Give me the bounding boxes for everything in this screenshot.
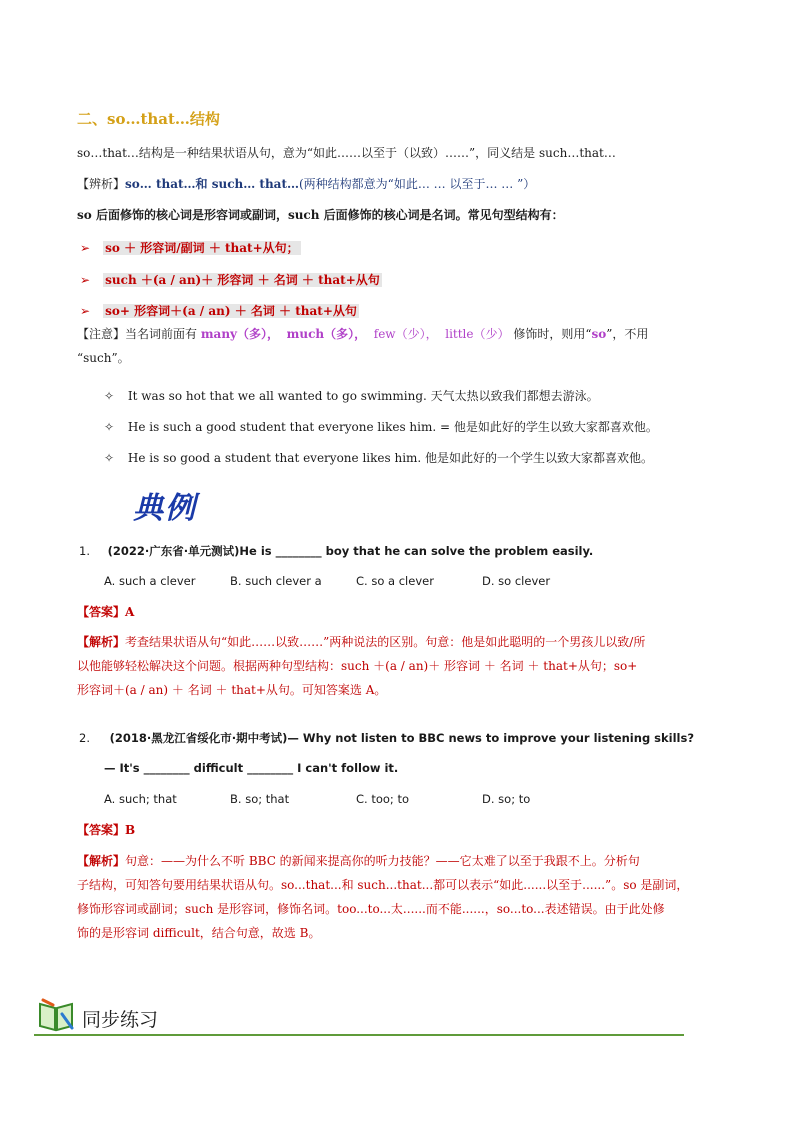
q2-jiexi [77, 849, 719, 945]
zhuyi-so: so [591, 327, 607, 341]
zhuyi-few: few（少）， [373, 327, 438, 341]
example-row-2 [104, 418, 658, 435]
footer-title: 同步练习 [82, 1009, 159, 1031]
zhuyi-text1: 当名词前面有 [125, 327, 201, 341]
q1-jiexi-line-2: 以他能够轻松解决这个问题。根据两种句型结构：such ＋(a / an)＋ 形容词 ＋ 名词 ＋ that+从句；so+ [77, 659, 638, 673]
q2-text: (2018·黑龙江省绥化市·期中考试)— Why not listen to BBC news to improve your listening skills? [109, 731, 695, 745]
zhuyi-text3: ”，不用 [606, 327, 649, 341]
q2-number: 2. [79, 731, 90, 745]
zhuyi-line [77, 326, 648, 342]
arrow-bullet-icon: ➢ [80, 304, 91, 318]
q2-option-c: C. too; to [356, 792, 409, 806]
question-2 [79, 730, 694, 746]
q1-answer-tag: 【答案】 [77, 605, 126, 619]
section-title: 二、so…that…结构 [77, 110, 220, 128]
bianxi-rest: (两种结构都意为“如此… … 以至于… … ”） [299, 177, 536, 191]
bianxi-bold: so… that…和 such… that… [125, 177, 299, 191]
zhuyi-text2: 修饰时，则用“ [509, 327, 592, 341]
q2-answer [77, 822, 135, 838]
q1-answer [77, 604, 134, 620]
q2-jiexi-text-1: 句意：——为什么不听 BBC 的新闻来提高你的听力技能？——它太难了以至于我跟不上。分析句 [125, 854, 640, 868]
q1-jiexi [77, 630, 719, 702]
q1-jiexi-line-1 [77, 630, 719, 654]
footer-divider [34, 1034, 684, 1036]
question-1 [79, 543, 593, 559]
diamond-bullet-icon: ✧ [104, 420, 115, 434]
pattern-row-3 [80, 300, 359, 319]
pattern-3: so+ 形容词＋(a / an) ＋ 名词 ＋ that+从句 [105, 304, 357, 318]
q2-answer-tag: 【答案】 [77, 823, 126, 837]
q1-option-c: C. so a clever [356, 574, 434, 588]
bianxi-line [77, 176, 535, 192]
pattern-row-1 [80, 237, 301, 256]
q1-jiexi-line-3: 形容词＋(a / an) ＋ 名词 ＋ that+从句。可知答案选 A。 [77, 683, 387, 697]
q1-jiexi-text-1: 考查结果状语从句“如此……以致……”两种说法的区别。句意：他是如此聪明的一个男孩儿以致/所 [125, 635, 646, 649]
q1-option-b: B. such clever a [230, 574, 322, 588]
zhuyi-many: many（多）， [200, 327, 280, 341]
intro-text: so…that…结构是一种结果状语从句，意为“如此……以至于（以致）……”，同义结是 such…that… [77, 146, 616, 160]
zhuyi-tag: 【注意】 [77, 327, 126, 341]
diamond-bullet-icon: ✧ [104, 389, 115, 403]
book-icon [36, 996, 76, 1032]
q2-jiexi-tag: 【解析】 [77, 854, 126, 868]
q1-option-d: D. so clever [482, 574, 551, 588]
q1-answer-value: A [125, 605, 135, 619]
zhuyi-little: little（少） [445, 327, 510, 341]
example-2: He is such a good student that everyone likes him. = 他是如此好的学生以致大家都喜欢他。 [127, 420, 658, 434]
pattern-row-2 [80, 269, 382, 288]
q2-jiexi-line-3: 修饰形容词或副词；such 是形容词，修饰名词。too...to...太......而不能......，so...to...表述错误。由于此处修 [77, 902, 665, 916]
example-row-3 [104, 449, 653, 466]
pattern-1: so ＋ 形容词/副词 ＋ that+从句； [105, 241, 299, 255]
zhuyi-much: much（多）， [286, 327, 367, 341]
q2-text2: — It's ________ difficult ________ I can't follow it. [104, 761, 399, 775]
q1-jiexi-tag: 【解析】 [77, 635, 126, 649]
q2-jiexi-line-4: 饰的是形容词 difficult，结合句意，故选 B。 [77, 926, 321, 940]
q2-jiexi-line-2: 子结构，可知答句要用结果状语从句。so...that...和 such...that...都可以表示“如此......以至于......”。so 是副词， [77, 878, 689, 892]
q1-number: 1. [79, 544, 90, 558]
diamond-bullet-icon: ✧ [104, 451, 115, 465]
q1-text: (2022·广东省·单元测试)He is ________ boy that he can solve the problem easily. [107, 544, 594, 558]
core-note: so 后面修饰的核心词是形容词或副词，such 后面修饰的核心词是名词。常见句型结构有： [77, 208, 564, 222]
arrow-bullet-icon: ➢ [80, 241, 91, 255]
q2-jiexi-line-1 [77, 849, 719, 873]
example-row-1 [104, 387, 599, 404]
q1-option-a: A. such a clever [104, 574, 196, 588]
dianli-label: 典例 [133, 491, 197, 526]
example-1: It was so hot that we all wanted to go swimming. 天气太热以致我们都想去游泳。 [127, 389, 599, 403]
arrow-bullet-icon: ➢ [80, 273, 91, 287]
q2-option-d: D. so; to [482, 792, 531, 806]
q2-option-b: B. so; that [230, 792, 290, 806]
bianxi-tag: 【辨析】 [77, 177, 126, 191]
pattern-2: such ＋(a / an)＋ 形容词 ＋ 名词 ＋ that+从句 [105, 273, 380, 287]
q2-option-a: A. such; that [104, 792, 177, 806]
example-3: He is so good a student that everyone likes him. 他是如此好的一个学生以致大家都喜欢他。 [127, 451, 654, 465]
q2-answer-value: B [125, 823, 136, 837]
zhuyi-line2: “such”。 [77, 351, 130, 365]
